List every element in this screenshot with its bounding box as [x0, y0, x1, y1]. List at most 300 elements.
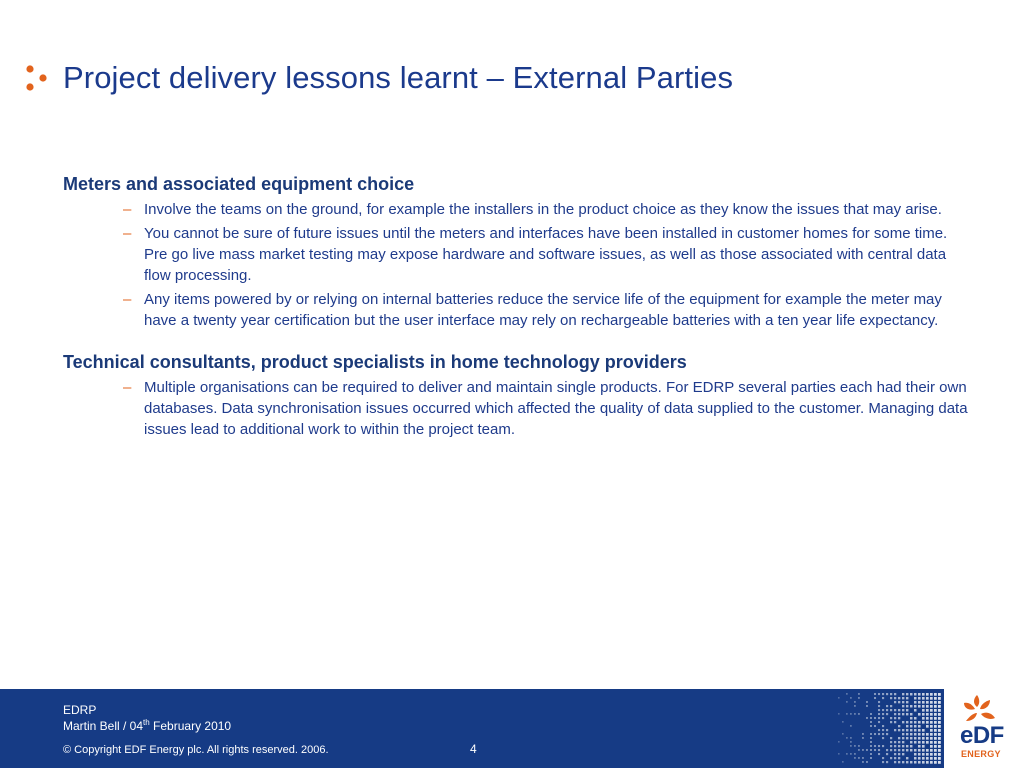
pattern-dot — [850, 745, 852, 747]
pattern-dot — [870, 749, 872, 751]
edf-logo-subtitle: ENERGY — [961, 749, 1001, 759]
pattern-dot — [918, 749, 921, 752]
pattern-dot — [926, 693, 929, 696]
pattern-dot — [938, 757, 941, 760]
pattern-dot — [858, 749, 860, 751]
pattern-dot — [894, 757, 896, 759]
pattern-dot — [902, 693, 904, 695]
pattern-dot — [906, 713, 908, 715]
pattern-dot — [938, 721, 941, 724]
pattern-dot — [938, 745, 941, 748]
pattern-dot — [938, 729, 941, 732]
pattern-dot — [870, 753, 872, 755]
pattern-dot — [846, 737, 848, 739]
pattern-dot — [890, 697, 892, 699]
pattern-dot — [838, 713, 840, 715]
footer-copyright: © Copyright EDF Energy plc. All rights reserved. 2006. — [63, 744, 329, 756]
pattern-dot — [878, 701, 880, 703]
pattern-dot — [890, 741, 892, 743]
pattern-dot — [934, 753, 937, 756]
pattern-dot — [926, 753, 929, 756]
pattern-dot — [914, 761, 917, 764]
pattern-dot — [894, 701, 896, 703]
pattern-dot — [938, 701, 941, 704]
pattern-dot — [846, 693, 848, 695]
footer-author-sup: th — [143, 718, 150, 727]
pattern-dot — [910, 721, 912, 723]
pattern-dot — [934, 693, 937, 696]
pattern-dot — [914, 741, 917, 744]
pattern-dot — [902, 701, 904, 703]
pattern-dot — [854, 757, 856, 759]
pattern-dot — [918, 753, 921, 756]
pattern-dot — [878, 729, 880, 731]
pattern-dot — [910, 717, 912, 719]
pattern-dot — [886, 693, 888, 695]
pattern-dot — [894, 717, 896, 719]
pattern-dot — [870, 737, 872, 739]
pattern-dot — [938, 733, 941, 736]
pattern-dot — [838, 753, 840, 755]
pattern-dot — [870, 741, 872, 743]
pattern-dot — [938, 761, 941, 764]
pattern-dot — [926, 721, 929, 724]
pattern-dot — [922, 737, 925, 740]
bullet-list — [63, 199, 973, 331]
footer — [0, 689, 1024, 768]
pattern-dot — [890, 757, 892, 759]
pattern-dot — [922, 721, 925, 724]
pattern-dot — [926, 697, 929, 700]
pattern-dot — [910, 745, 912, 747]
pattern-dot — [922, 717, 925, 720]
pattern-dot — [934, 725, 937, 728]
pattern-dot — [938, 717, 941, 720]
pattern-dot — [926, 749, 929, 752]
pattern-dot — [914, 737, 917, 740]
pattern-dot — [930, 713, 933, 716]
pattern-dot — [850, 713, 852, 715]
pattern-dot — [914, 721, 917, 724]
pattern-dot — [842, 761, 844, 763]
pattern-dot — [870, 733, 872, 735]
pattern-dot — [922, 729, 925, 732]
pattern-dot — [926, 709, 929, 712]
pattern-dot — [930, 737, 933, 740]
pattern-dot — [922, 745, 925, 748]
bullet-item — [63, 289, 973, 331]
pattern-dot — [902, 721, 904, 723]
pattern-dot — [862, 737, 864, 739]
pattern-dot — [882, 713, 884, 715]
dot-grid-pattern — [838, 693, 942, 765]
pattern-dot — [886, 709, 888, 711]
footer-project: EDRP — [63, 703, 97, 717]
pattern-dot — [938, 749, 941, 752]
pattern-dot — [910, 741, 912, 743]
pattern-dot — [926, 757, 929, 760]
dash-bullet-icon: – — [123, 291, 132, 308]
pattern-dot — [934, 721, 937, 724]
pattern-dot — [930, 729, 933, 732]
pattern-dot — [918, 741, 921, 744]
pattern-dot — [914, 709, 917, 712]
pattern-dot — [874, 693, 876, 695]
pattern-dot — [930, 697, 933, 700]
pattern-dot — [898, 729, 900, 731]
pattern-dot — [926, 713, 929, 716]
section-meters — [63, 172, 973, 331]
pattern-dot — [922, 705, 925, 708]
pattern-dot — [898, 753, 900, 755]
pattern-dot — [910, 737, 912, 739]
pattern-dot — [866, 701, 868, 703]
pattern-dot — [934, 701, 937, 704]
pattern-dot — [930, 721, 933, 724]
section-heading: Meters and associated equipment choice — [63, 174, 415, 194]
pattern-dot — [938, 753, 941, 756]
pattern-dot — [910, 713, 912, 715]
pattern-dot — [902, 733, 904, 735]
pattern-dot — [866, 761, 868, 763]
pattern-dot — [890, 745, 892, 747]
pattern-dot — [862, 761, 864, 763]
pattern-dot — [934, 729, 937, 732]
pattern-dot — [906, 733, 908, 735]
pattern-dot — [838, 697, 840, 699]
pattern-dot — [930, 733, 933, 736]
pattern-dot — [878, 745, 880, 747]
pattern-dot — [930, 717, 933, 720]
pattern-dot — [926, 741, 929, 744]
pattern-dot — [922, 701, 925, 704]
pattern-dot — [874, 717, 876, 719]
pattern-dot — [898, 745, 900, 747]
pattern-dot — [874, 725, 876, 727]
pattern-dot — [886, 729, 888, 731]
footer-author — [63, 719, 231, 733]
pattern-dot — [930, 749, 933, 752]
pattern-dot — [866, 705, 868, 707]
pattern-dot — [914, 701, 917, 704]
pattern-dot — [910, 693, 912, 695]
pattern-dot — [894, 745, 896, 747]
pattern-dot — [934, 757, 937, 760]
pattern-dot — [890, 749, 892, 751]
pattern-dot — [870, 757, 872, 759]
pattern-dot — [854, 701, 856, 703]
pattern-dot — [886, 753, 888, 755]
pattern-dot — [918, 757, 921, 760]
pattern-dot — [902, 697, 904, 699]
pattern-dot — [934, 761, 937, 764]
pattern-dot — [938, 713, 941, 716]
pattern-dot — [930, 757, 933, 760]
pattern-dot — [878, 717, 880, 719]
pattern-dot — [926, 725, 929, 728]
pattern-dot — [874, 745, 876, 747]
bullet-text: Multiple organisations can be required to deliver and maintain single products. For EDRP several parties each had their own databases. Data synchronisation issues occurred which affected the quality of data supplied to the customer. Managing data issues lead to additional work to within the project team. — [144, 379, 968, 438]
pattern-dot — [902, 737, 904, 739]
pattern-dot — [878, 709, 880, 711]
pattern-dot — [906, 693, 908, 695]
pattern-dot — [898, 713, 900, 715]
pattern-dot — [918, 733, 921, 736]
pattern-dot — [938, 725, 941, 728]
title-row — [25, 56, 733, 100]
pattern-dot — [902, 729, 904, 731]
pattern-dot — [878, 749, 880, 751]
pattern-dot — [882, 729, 884, 731]
pattern-dot — [938, 693, 941, 696]
pattern-dot — [906, 709, 908, 711]
pattern-dot — [890, 721, 892, 723]
pattern-dot — [870, 721, 872, 723]
pattern-dot — [898, 757, 900, 759]
pattern-dot — [914, 729, 917, 732]
pattern-dot — [902, 709, 904, 711]
pattern-dot — [886, 749, 888, 751]
pattern-dot — [890, 693, 892, 695]
pattern-dot — [894, 753, 896, 755]
pattern-dot — [934, 709, 937, 712]
pattern-dot — [906, 729, 908, 731]
pattern-dot — [922, 757, 925, 760]
pattern-dot — [882, 709, 884, 711]
pattern-dot — [894, 749, 896, 751]
bullet-list — [63, 377, 973, 440]
pattern-dot — [858, 757, 860, 759]
pattern-dot — [938, 709, 941, 712]
pattern-dot — [898, 709, 900, 711]
pattern-dot — [930, 705, 933, 708]
pattern-dot — [898, 737, 900, 739]
pattern-dot — [902, 745, 904, 747]
pattern-dot — [890, 717, 892, 719]
pattern-dot — [874, 749, 876, 751]
pattern-dot — [894, 693, 896, 695]
pattern-dot — [854, 745, 856, 747]
pattern-dot — [866, 717, 868, 719]
pattern-dot — [914, 717, 917, 720]
bullet-item — [63, 199, 973, 220]
pattern-dot — [906, 697, 908, 699]
pattern-dot — [930, 693, 933, 696]
bullet-text: Involve the teams on the ground, for example the installers in the product choice as they know the issues that may arise. — [144, 201, 942, 218]
pattern-dot — [922, 709, 925, 712]
pattern-dot — [894, 709, 896, 711]
section-technical-consultants — [63, 350, 973, 440]
pattern-dot — [906, 749, 908, 751]
pattern-dot — [870, 745, 872, 747]
pattern-dot — [918, 737, 921, 740]
pattern-dot — [914, 725, 917, 728]
slide-body — [63, 172, 973, 443]
pattern-dot — [870, 713, 872, 715]
pattern-dot — [882, 761, 884, 763]
pattern-dot — [846, 701, 848, 703]
pattern-dot — [926, 733, 929, 736]
pattern-dot — [934, 749, 937, 752]
pattern-dot — [850, 697, 852, 699]
pattern-dot — [878, 713, 880, 715]
pattern-dot — [914, 705, 917, 708]
pattern-dot — [934, 745, 937, 748]
pattern-dot — [918, 701, 921, 704]
bullet-item — [63, 377, 973, 440]
pattern-dot — [882, 733, 884, 735]
bullet-text: Any items powered by or relying on internal batteries reduce the service life of the equipment for example the meter may have a twenty year certification but the user interface may rely on rechargeable batteries with a ten year life expectancy. — [144, 291, 942, 329]
pattern-dot — [862, 757, 864, 759]
pattern-dot — [858, 697, 860, 699]
pattern-dot — [890, 709, 892, 711]
pattern-dot — [898, 749, 900, 751]
section-heading: Technical consultants, product specialists in home technology providers — [63, 352, 687, 372]
pattern-dot — [910, 733, 912, 735]
pattern-dot — [926, 737, 929, 740]
pattern-dot — [910, 725, 912, 727]
pattern-dot — [918, 745, 921, 748]
page-number: 4 — [470, 742, 477, 756]
pattern-dot — [938, 697, 941, 700]
pattern-dot — [930, 761, 933, 764]
pattern-dot — [862, 749, 864, 751]
pattern-dot — [894, 713, 896, 715]
pattern-dot — [914, 697, 917, 700]
dash-bullet-icon: – — [123, 379, 132, 396]
pattern-dot — [894, 761, 896, 763]
pattern-dot — [914, 749, 917, 752]
pattern-dot — [914, 693, 917, 696]
pattern-dot — [906, 705, 908, 707]
pattern-dot — [906, 701, 908, 703]
pattern-dot — [898, 701, 900, 703]
pattern-dot — [882, 745, 884, 747]
pattern-dot — [898, 741, 900, 743]
pattern-dot — [922, 733, 925, 736]
pattern-dot — [918, 721, 921, 724]
pattern-dot — [914, 757, 917, 760]
pattern-dot — [918, 697, 921, 700]
pattern-dot — [922, 713, 925, 716]
pattern-dot — [930, 701, 933, 704]
pattern-dot — [898, 697, 900, 699]
pattern-dot — [910, 729, 912, 731]
pattern-dot — [918, 725, 921, 728]
pattern-dot — [854, 705, 856, 707]
pattern-dot — [878, 693, 880, 695]
pattern-dot — [902, 753, 904, 755]
pattern-dot — [886, 733, 888, 735]
dash-bullet-icon: – — [123, 201, 132, 218]
pattern-dot — [902, 713, 904, 715]
pattern-dot — [918, 693, 921, 696]
pattern-dot — [906, 757, 908, 759]
pattern-dot — [886, 713, 888, 715]
pattern-dot — [922, 761, 925, 764]
pattern-dot — [882, 697, 884, 699]
pattern-dot — [922, 693, 925, 696]
pattern-dot — [926, 761, 929, 764]
pattern-dot — [934, 697, 937, 700]
pattern-dot — [926, 717, 929, 720]
edf-logo — [944, 689, 1024, 768]
pattern-dot — [882, 757, 884, 759]
pattern-dot — [902, 749, 904, 751]
pattern-dot — [882, 725, 884, 727]
pattern-dot — [934, 717, 937, 720]
pattern-dot — [930, 745, 933, 748]
pattern-dot — [894, 729, 896, 731]
pattern-dot — [930, 709, 933, 712]
pattern-dot — [862, 733, 864, 735]
pattern-dot — [938, 741, 941, 744]
pattern-dot — [878, 753, 880, 755]
pattern-dot — [886, 705, 888, 707]
footer-author-prefix: Martin Bell / 04 — [63, 719, 144, 733]
pattern-dot — [910, 761, 912, 763]
pattern-dot — [898, 725, 900, 727]
pattern-dot — [858, 745, 860, 747]
pattern-dot — [918, 729, 921, 732]
edf-logo-wordmark: eDF — [960, 722, 1004, 749]
pattern-dot — [906, 725, 908, 727]
pattern-dot — [918, 705, 921, 708]
pattern-dot — [902, 705, 904, 707]
pattern-dot — [922, 749, 925, 752]
pattern-dot — [854, 753, 856, 755]
pattern-dot — [934, 733, 937, 736]
pattern-dot — [914, 733, 917, 736]
pattern-dot — [882, 737, 884, 739]
slide-title: Project delivery lessons learnt – External Parties — [63, 60, 734, 95]
pattern-dot — [842, 721, 844, 723]
pattern-dot — [894, 741, 896, 743]
pattern-dot — [898, 761, 900, 763]
pattern-dot — [930, 753, 933, 756]
pattern-dot — [898, 717, 900, 719]
pattern-dot — [926, 701, 929, 704]
pattern-dot — [878, 721, 880, 723]
pattern-dot — [934, 741, 937, 744]
pattern-dot — [838, 741, 840, 743]
pattern-dot — [934, 737, 937, 740]
pattern-dot — [874, 733, 876, 735]
pattern-dot — [906, 745, 908, 747]
pattern-dot — [934, 713, 937, 716]
pattern-dot — [882, 717, 884, 719]
pattern-dot — [846, 753, 848, 755]
bullet-item — [63, 223, 973, 286]
pattern-dot — [922, 697, 925, 700]
pattern-dot — [882, 693, 884, 695]
pattern-dot — [890, 705, 892, 707]
pattern-dot — [894, 721, 896, 723]
pattern-dot — [918, 761, 921, 764]
pattern-dot — [878, 705, 880, 707]
pattern-dot — [894, 697, 896, 699]
bullet-text: You cannot be sure of future issues until the meters and interfaces have been installed in customer homes for some time. Pre go live mass market testing may expose hardware and software issues, as well as those associated with central data flow processing. — [144, 225, 948, 284]
pattern-dot — [890, 737, 892, 739]
pattern-dot — [874, 697, 876, 699]
pattern-dot — [866, 749, 868, 751]
pattern-dot — [914, 753, 917, 756]
pattern-dot — [870, 717, 872, 719]
pattern-dot — [930, 741, 933, 744]
pattern-dot — [854, 713, 856, 715]
pattern-dot — [858, 693, 860, 695]
footer-author-suffix: February 2010 — [149, 719, 232, 733]
